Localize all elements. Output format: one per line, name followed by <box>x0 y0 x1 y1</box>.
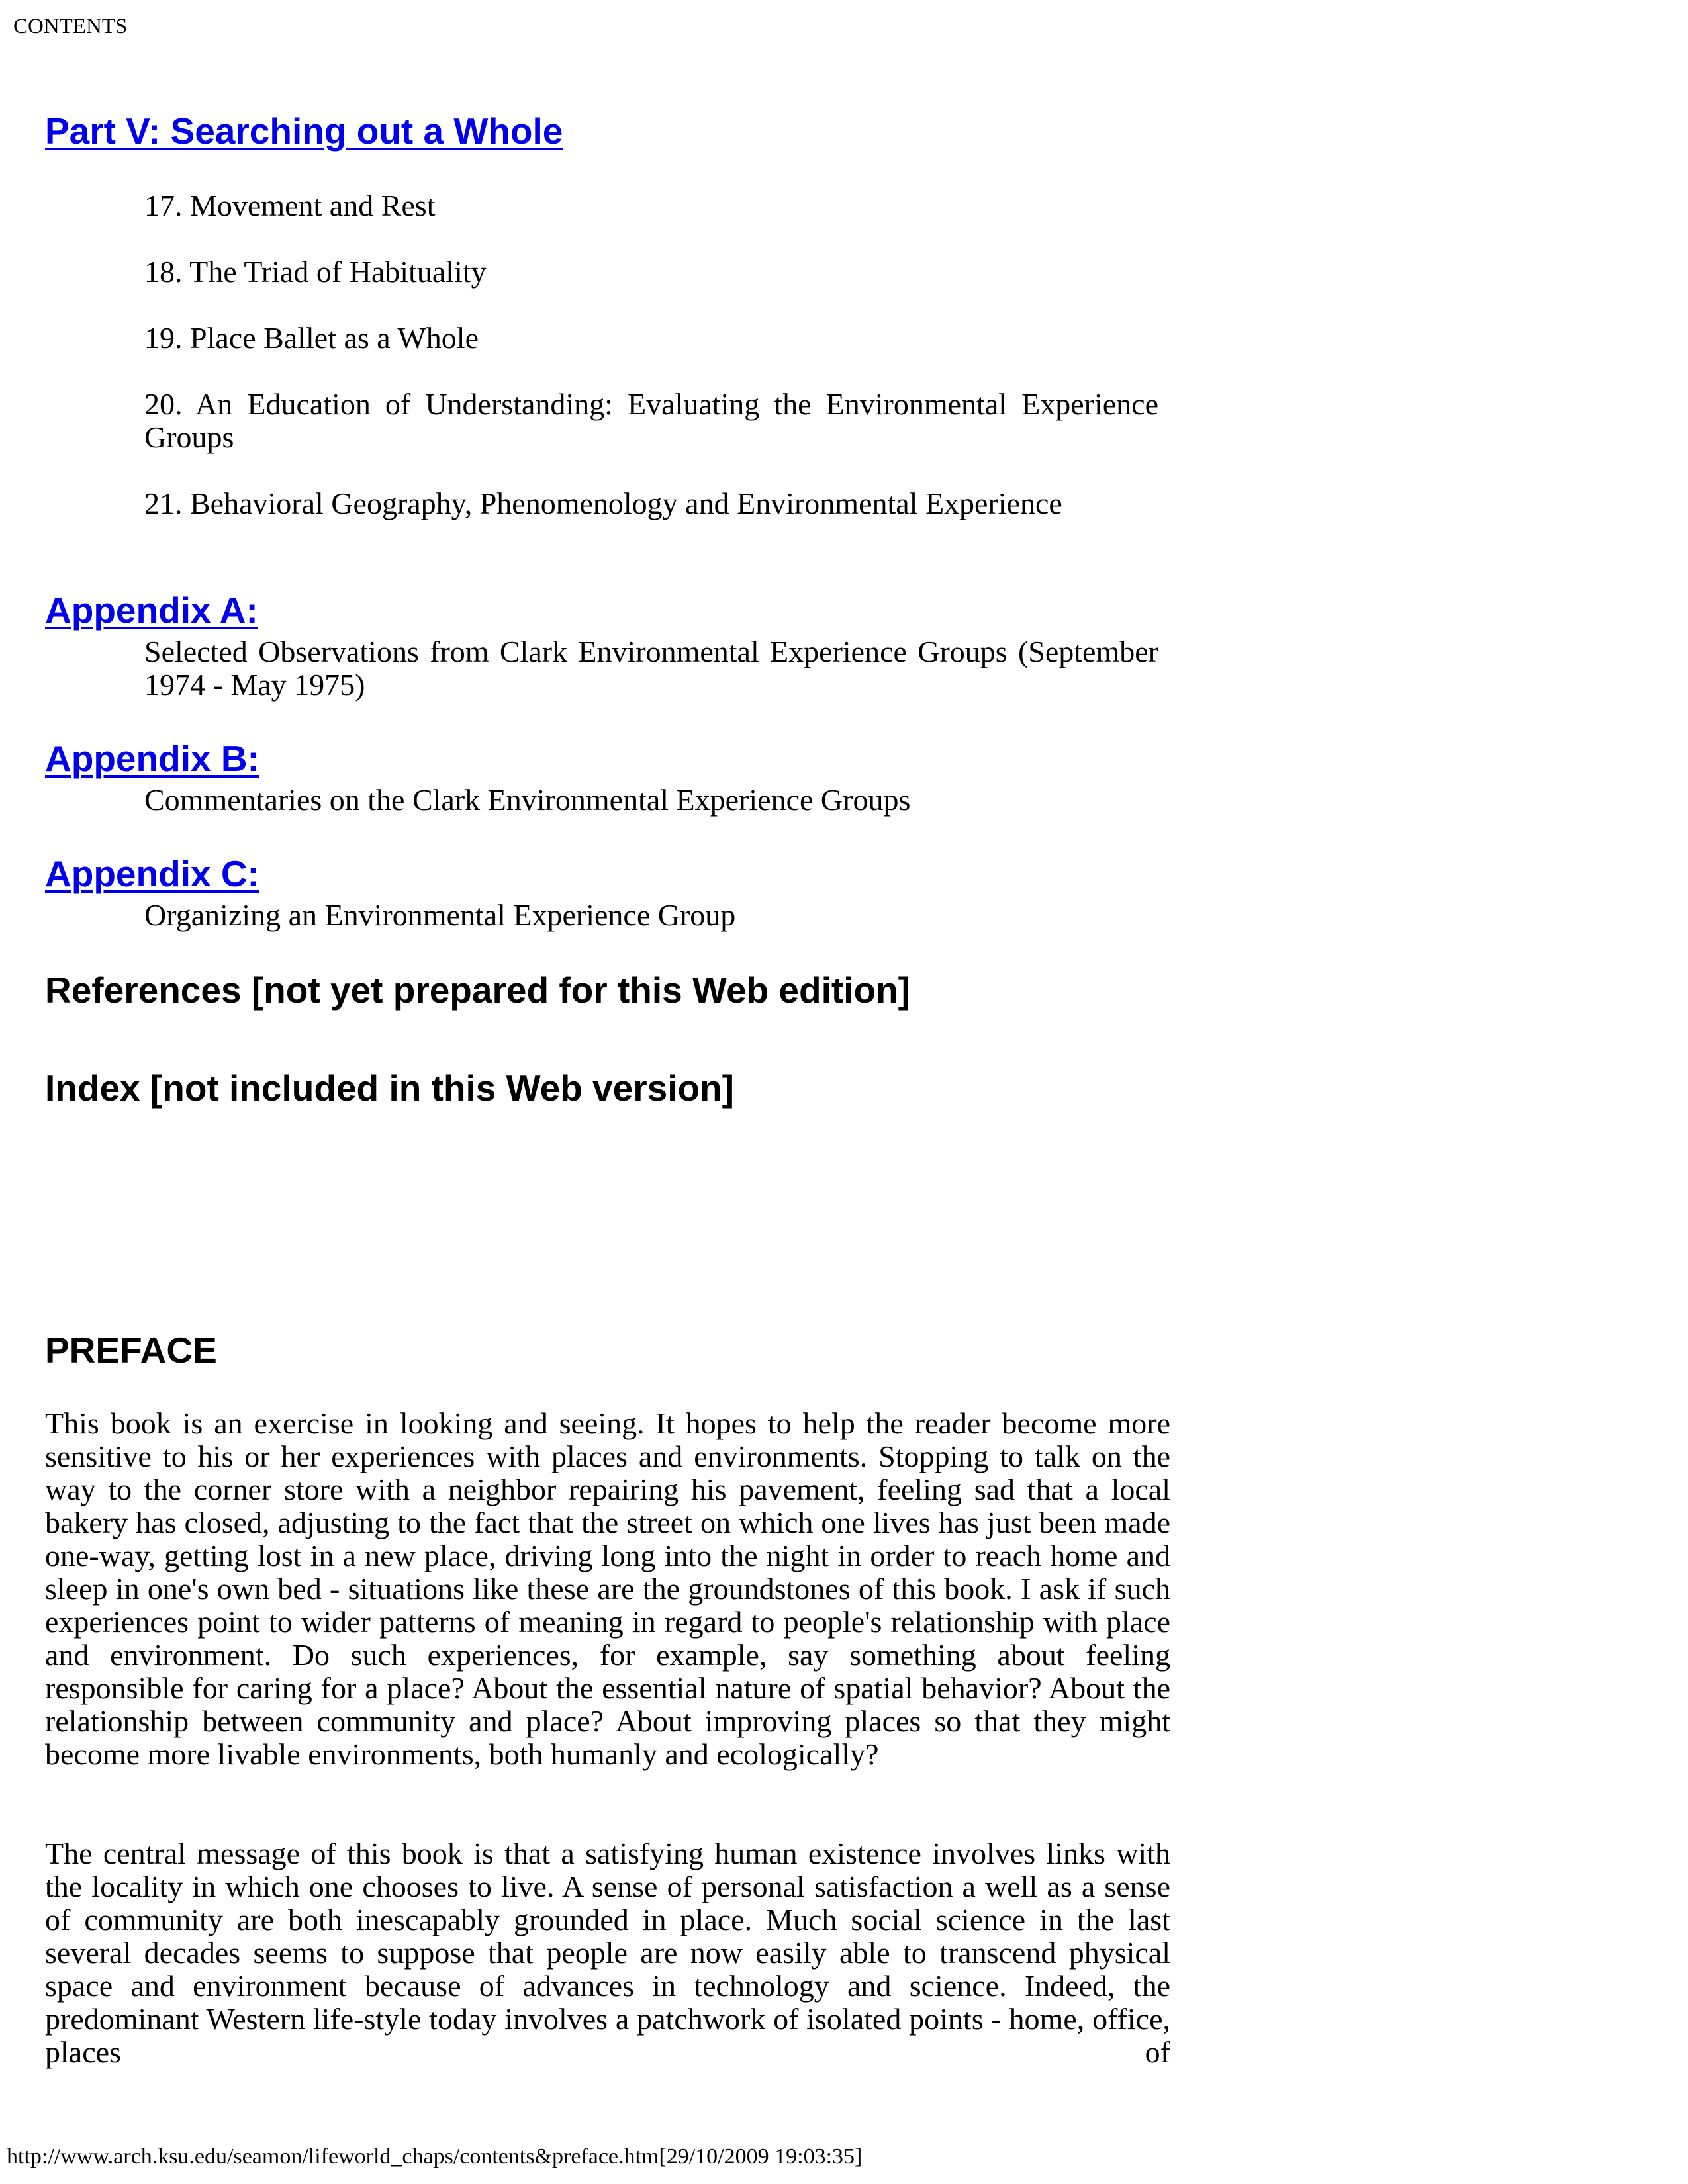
appendix-c-description: Organizing an Environmental Experience Group <box>144 898 736 932</box>
chapter-20: 20. An Education of Understanding: Evaluating the Environmental Experience Groups <box>144 387 1158 454</box>
appendix-c-link[interactable]: Appendix C: <box>45 853 259 894</box>
preface-paragraph-2: The central message of this book is that a satisfying human existence involves links with the locality in which one chooses to live. A sense of personal satisfaction a well as a sense of community are both inescapably grounded in place. Much social science in the last several decades seems to suppose that people are now easily able to transcend physical space and environment because of advances in technology and science. Indeed, the predominant Western life-style today involves a patchwork of isolated points - home, office, places of <box>45 1837 1170 2069</box>
preface-paragraph-1: This book is an exercise in looking and seeing. It hopes to help the reader become more sensitive to his or her experiences with places and environments. Stopping to talk on the way to the corner store with a neighbor repairing his pavement, feeling sad that a local bakery has closed, adjusting to the fact that the street on which one lives has just been made one-way, getting lost in a new place, driving long into the night in order to reach home and sleep in one's own bed - situations like these are the groundstones of this book. I ask if such experiences point to wider patterns of meaning in regard to people's relationship with place and environment. Do such experiences, for example, say something about feeling responsible for caring for a place? About the essential nature of spatial behavior? About the relationship between community and place? About improving places so that they might become more livable environments, both humanly and ecologically? <box>45 1406 1170 1771</box>
page-footer-url: http://www.arch.ksu.edu/seamon/lifeworld_chaps/contents&preface.htm[29/10/2009 19:03:35] <box>7 2144 863 2169</box>
part-v-link[interactable]: Part V: Searching out a Whole <box>45 111 563 152</box>
appendix-a-heading <box>45 589 258 631</box>
references-heading: References [not yet prepared for this Web edition] <box>45 970 910 1011</box>
part-v-heading <box>45 110 563 152</box>
appendix-a-description: Selected Observations from Clark Environmental Experience Groups (September 1974 - May 1975) <box>144 635 1158 702</box>
appendix-b-description: Commentaries on the Clark Environmental Experience Groups <box>144 783 911 817</box>
appendix-b-link[interactable]: Appendix B: <box>45 738 259 779</box>
preface-heading: PREFACE <box>45 1330 217 1371</box>
appendix-b-heading <box>45 737 259 780</box>
page-header: CONTENTS <box>13 15 128 38</box>
chapter-21: 21. Behavioral Geography, Phenomenology and Environmental Experience <box>144 486 1062 520</box>
chapter-19: 19. Place Ballet as a Whole <box>144 321 479 355</box>
appendix-c-heading <box>45 852 259 895</box>
index-heading: Index [not included in this Web version] <box>45 1068 734 1109</box>
chapter-17: 17. Movement and Rest <box>144 189 436 222</box>
appendix-a-link[interactable]: Appendix A: <box>45 590 258 631</box>
chapter-18: 18. The Triad of Habituality <box>144 255 487 289</box>
